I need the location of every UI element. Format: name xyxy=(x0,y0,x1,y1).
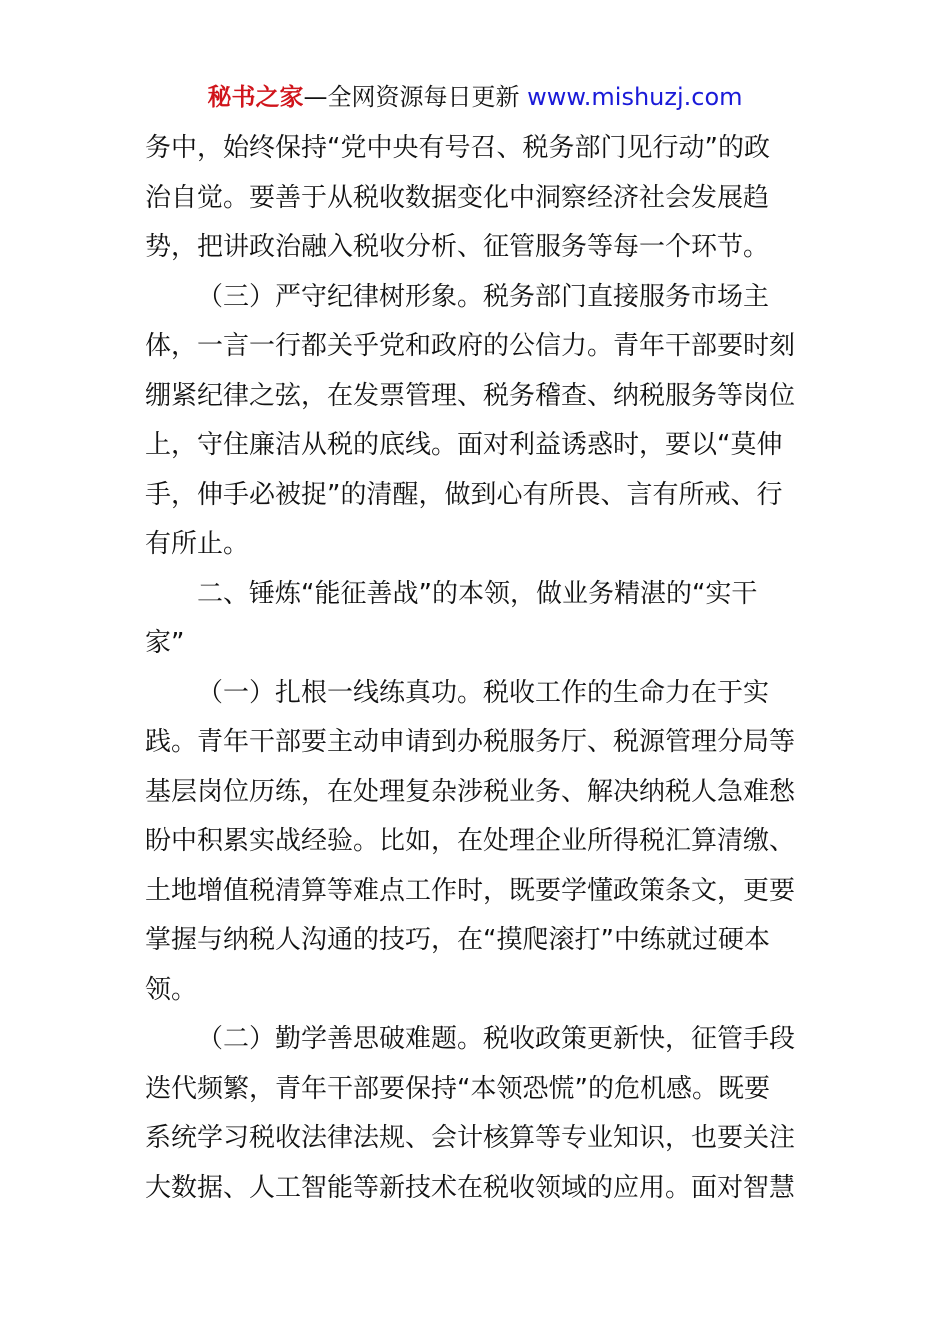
text-line: 系统学习税收法律法规、会计核算等专业知识，也要关注 xyxy=(145,1123,796,1153)
text-line: 土地增值税清算等难点工作时，既要学懂政策条文，更要 xyxy=(145,875,796,906)
text-line: （三）严守纪律树形象。税务部门直接服务市场主 xyxy=(197,281,770,312)
document-body xyxy=(145,124,807,1213)
text-line: 掌握与纳税人沟通的技巧，在“摸爬滚打”中练就过硬本 xyxy=(145,925,770,955)
text-line: 大数据、人工智能等新技术在税收领域的应用。面对智慧 xyxy=(145,1172,796,1203)
text-line: 迭代频繁，青年干部要保持“本领恐慌”的危机感。既要 xyxy=(145,1073,770,1104)
text-line: 治自觉。要善于从税收数据变化中洞察经济社会发展趋 xyxy=(145,182,770,213)
text-line: 绷紧纪律之弦，在发票管理、税务稽查、纳税服务等岗位 xyxy=(145,380,796,411)
text-line: （二）勤学善思破难题。税收政策更新快，征管手段 xyxy=(197,1024,796,1054)
text-line: 上，守住廉洁从税的底线。面对利益诱惑时，要以“莫伸 xyxy=(145,430,783,460)
text-line: 体，一言一行都关乎党和政府的公信力。青年干部要时刻 xyxy=(145,331,796,361)
text-line: 领。 xyxy=(145,974,198,1005)
text-line: 有所止。 xyxy=(145,529,250,559)
text-line: 践。青年干部要主动申请到办税服务厅、税源管理分局等 xyxy=(145,727,796,757)
text-line: 务中，始终保持“党中央有号召、税务部门见行动”的政 xyxy=(145,133,770,163)
site-brand: 秘书之家 xyxy=(207,83,304,111)
text-line: 基层岗位历练，在处理复杂涉税业务、解决纳税人急难愁 xyxy=(145,776,796,807)
text-line: 势，把讲政治融入税收分析、征管服务等每一个环节。 xyxy=(145,232,770,262)
site-header xyxy=(0,80,950,114)
text-line: 手，伸手必被捉”的清醒，做到心有所畏、言有所戒、行 xyxy=(145,479,783,510)
text-line: （一）扎根一线练真功。税收工作的生命力在于实 xyxy=(197,677,770,708)
site-url-link[interactable]: www.mishuzj.com xyxy=(527,83,743,111)
text-line: 二、锤炼“能征善战”的本领，做业务精湛的“实干 xyxy=(197,578,758,609)
site-tagline: —全网资源每日更新 xyxy=(303,83,528,111)
text-line: 家” xyxy=(145,628,185,658)
text-line: 盼中积累实战经验。比如，在处理企业所得税汇算清缴、 xyxy=(145,826,796,856)
